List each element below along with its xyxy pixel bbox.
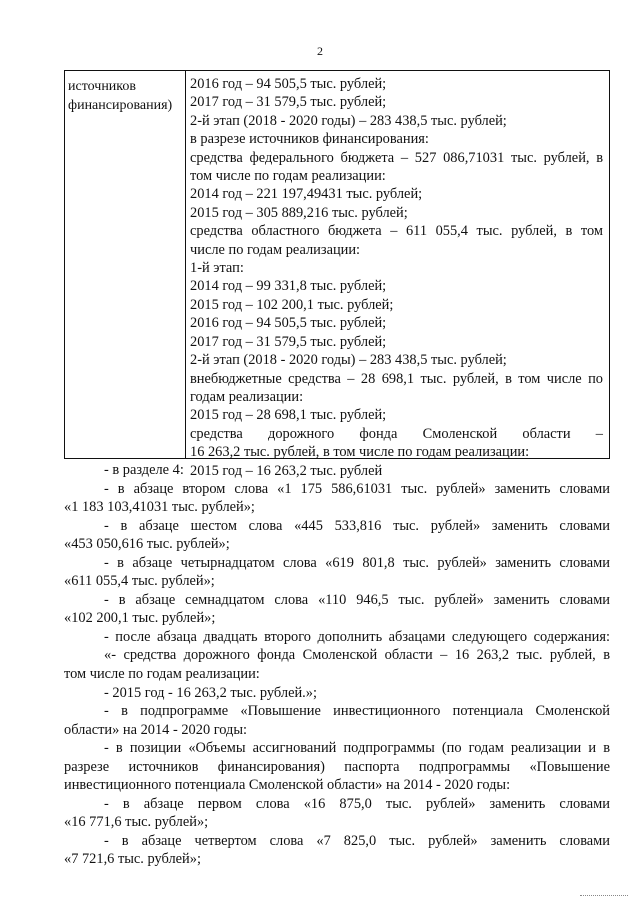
paragraph-line: - в абзаце четырнадцатом слова «619 801,8 тыс. рублей» заменить словами xyxy=(104,554,610,571)
paragraph-line: том числе по годам реализации: xyxy=(64,666,260,683)
paragraph-line: «- средства дорожного фонда Смоленской области – 16 263,2 тыс. рублей, в xyxy=(104,647,610,664)
paragraph-line: - 2015 год - 16 263,2 тыс. рублей.»; xyxy=(104,684,317,701)
table-line: 2015 год – 16 263,2 тыс. рублей xyxy=(190,462,383,479)
paragraph-line: - в абзаце шестом слова «445 533,816 тыс. рублей» заменить словами xyxy=(104,517,610,534)
table-line: 2015 год – 28 698,1 тыс. рублей; xyxy=(190,407,387,424)
table-line: 2-й этап (2018 - 2020 годы) – 283 438,5 тыс. рублей; xyxy=(190,352,507,369)
table-line: 2015 год – 305 889,216 тыс. рублей; xyxy=(190,204,408,221)
table-line: 2016 год – 94 505,5 тыс. рублей; xyxy=(190,76,387,92)
table-line: 16 263,2 тыс. рублей, в том числе по годам реализации: xyxy=(190,444,530,461)
paragraph-line: разрезе источников финансирования) паспорта подпрограммы «Повышение xyxy=(64,758,610,775)
table-line: 2017 год – 31 579,5 тыс. рублей; xyxy=(190,333,387,350)
paragraph-line: «102 200,1 тыс. рублей»; xyxy=(64,610,216,627)
paragraph-line: «611 055,4 тыс. рублей»; xyxy=(64,573,215,590)
paragraph-line: инвестиционного потенциала Смоленской области» на 2014 - 2020 годы: xyxy=(64,777,511,794)
page-number: 2 xyxy=(317,44,323,58)
paragraph-line: «7 721,6 тыс. рублей»; xyxy=(64,851,201,868)
paragraph-line: - в абзаце четвертом слова «7 825,0 тыс. рублей» заменить словами xyxy=(104,832,610,849)
table-line: 2-й этап (2018 - 2020 годы) – 283 438,5 тыс. рублей; xyxy=(190,112,507,129)
left-cell-line: финансирования) xyxy=(68,98,173,113)
paragraph-line: - в разделе 4: xyxy=(104,462,184,478)
table-line: 2014 год – 221 197,49431 тыс. рублей; xyxy=(190,186,423,203)
table-line: в разрезе источников финансирования: xyxy=(190,131,429,148)
table-line: 1-й этап: xyxy=(190,260,244,277)
amendment-text xyxy=(64,461,610,869)
table-line: внебюджетные средства – 28 698,1 тыс. рублей, в том числе по xyxy=(190,370,603,387)
table-line: средства дорожного фонда Смоленской области – xyxy=(190,425,603,442)
paragraph-line: «16 771,6 тыс. рублей»; xyxy=(64,814,209,831)
table-line: том числе по годам реализации: xyxy=(190,168,386,185)
table-line: 2017 год – 31 579,5 тыс. рублей; xyxy=(190,94,387,111)
table-line: годам реализации: xyxy=(190,388,304,405)
table-line: числе по годам реализации: xyxy=(190,241,361,258)
paragraph-line: - после абзаца двадцать второго дополнить абзацами следующего содержания: xyxy=(104,628,610,645)
paragraph-line: «453 050,616 тыс. рублей»; xyxy=(64,536,230,553)
paragraph-line: - в абзаце втором слова «1 175 586,61031 тыс. рублей» заменить словами xyxy=(104,480,610,497)
paragraph-line: «1 183 103,41031 тыс. рублей»; xyxy=(64,499,255,516)
table-line: 2016 год – 94 505,5 тыс. рублей; xyxy=(190,315,387,332)
paragraph-line: - в позиции «Объемы ассигнований подпрограммы (по годам реализации и в xyxy=(104,740,610,757)
table-line: 2014 год – 99 331,8 тыс. рублей; xyxy=(190,278,387,295)
left-cell-line: источников xyxy=(68,79,137,94)
table-line: средства областного бюджета – 611 055,4 тыс. рублей, в том xyxy=(190,223,603,240)
corner-mark xyxy=(580,892,628,896)
table-left-cell xyxy=(65,71,186,458)
table-line: средства федерального бюджета – 527 086,71031 тыс. рублей, в xyxy=(190,149,603,166)
paragraph-line: - в абзаце первом слова «16 875,0 тыс. рублей» заменить словами xyxy=(104,795,610,812)
paragraph-line: - в подпрограмме «Повышение инвестиционного потенциала Смоленской xyxy=(104,703,610,720)
table-right-cell xyxy=(187,71,609,479)
table-line: 2015 год – 102 200,1 тыс. рублей; xyxy=(190,296,394,313)
paragraph-line: - в абзаце семнадцатом слова «110 946,5 тыс. рублей» заменить словами xyxy=(104,591,610,608)
paragraph-line: области» на 2014 - 2020 годы: xyxy=(64,721,248,738)
